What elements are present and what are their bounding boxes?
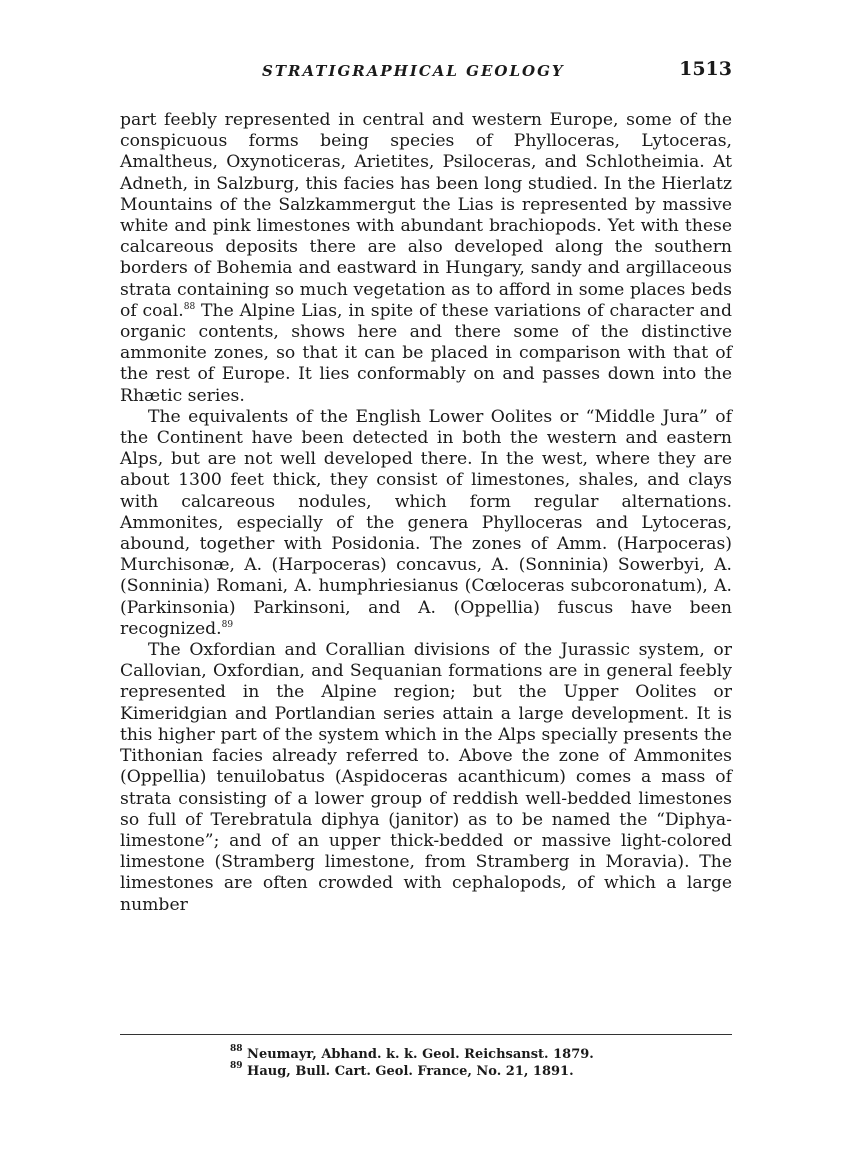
page [120, 58, 732, 916]
footnote-divider [120, 1034, 732, 1035]
paragraph-text: The equivalents of the English Lower Oolites or “Middle Jura” of the Continent have been detected in both the western and eastern Alps, but are not well developed there. In the west, where they are about 1300 feet thick, they consist of limestones, shales, and clays with calcareous nodules, which form regular alternations. Ammonites, especially of the genera Phylloceras and Lytoceras, abound, together with Posidonia. The zones of Amm. (Harpoceras) Murchisonæ, A. (Harpoceras) concavus, A. (Sonninia) Sowerbyi, A. (Sonninia) Romani, A. humphriesianus (Cœloceras subcoronatum), A. (Parkinsonia) Parkinsoni, and A. (Oppellia) fuscus have been recognized. [120, 406, 732, 639]
paragraph-text: part feebly represented in central and western Europe, some of the conspicuous forms being species of Phylloceras, Lytoceras, Amaltheus, Oxynoticeras, Arietites, Psiloceras, and Schlotheimia. At Adneth, in Salzburg, this facies has been long studied. In the Hierlatz Mountains of the Salzkammergut the Lias is represented by massive white and pink limestones with abundant brachiopods. Yet with these calcareous deposits there are also developed along the southern borders of Bohemia and eastward in Hungary, sandy and argillaceous strata containing so much vegetation as to afford in some places beds of coal. [120, 110, 732, 321]
paragraph-text: The Oxfordian and Corallian divisions of the Jurassic system, or Callovian, Oxfordian, and Sequanian formations are in general feebly represented in the Alpine region; but the Upper Oolites or Kimeridgian and Portlandian series attain a large development. It is this higher part of the system which in the Alps specially presents the Tithonian facies already referred to. Above the zone of Ammonites (Oppellia) tenuilobatus (Aspidoceras acanthicum) comes a mass of strata consisting of a lower group of reddish well-bedded limestones so full of Terebratula diphya (janitor) as to be named the “Diphya-limestone”; and of an upper thick-bedded or massive light-colored limestone (Stramberg limestone, from Stramberg in Moravia). The limestones are often crowded with cephalopods, of which a large number [120, 640, 732, 915]
footnote-text: Haug, Bull. Cart. Geol. France, No. 21, 1891. [242, 1064, 574, 1079]
footnote-reference: 89 [221, 619, 234, 630]
footnote-text: Neumayr, Abhand. k. k. Geol. Reichsanst. 1879. [242, 1047, 594, 1062]
footnote-mark: 89 [230, 1061, 243, 1071]
paragraph-2 [120, 407, 732, 640]
paragraph-text: The Alpine Lias, in spite of these variations of character and organic contents, shows here and there some of the distinctive ammonite zones, so that it can be placed in comparison with that of the rest of Europe. It lies conformably on and passes down into the Rhætic series. [120, 300, 732, 406]
footnote-mark: 88 [230, 1044, 243, 1054]
footnote [230, 1046, 730, 1063]
page-number: 1513 [679, 58, 732, 80]
footnote [230, 1063, 730, 1080]
footnotes [230, 1046, 730, 1080]
paragraph-1 [120, 110, 732, 407]
body-text [120, 110, 732, 916]
running-head [120, 58, 732, 90]
footnote-reference: 88 [183, 301, 196, 312]
running-title: STRATIGRAPHICAL GEOLOGY [262, 62, 565, 80]
paragraph-3 [120, 640, 732, 916]
